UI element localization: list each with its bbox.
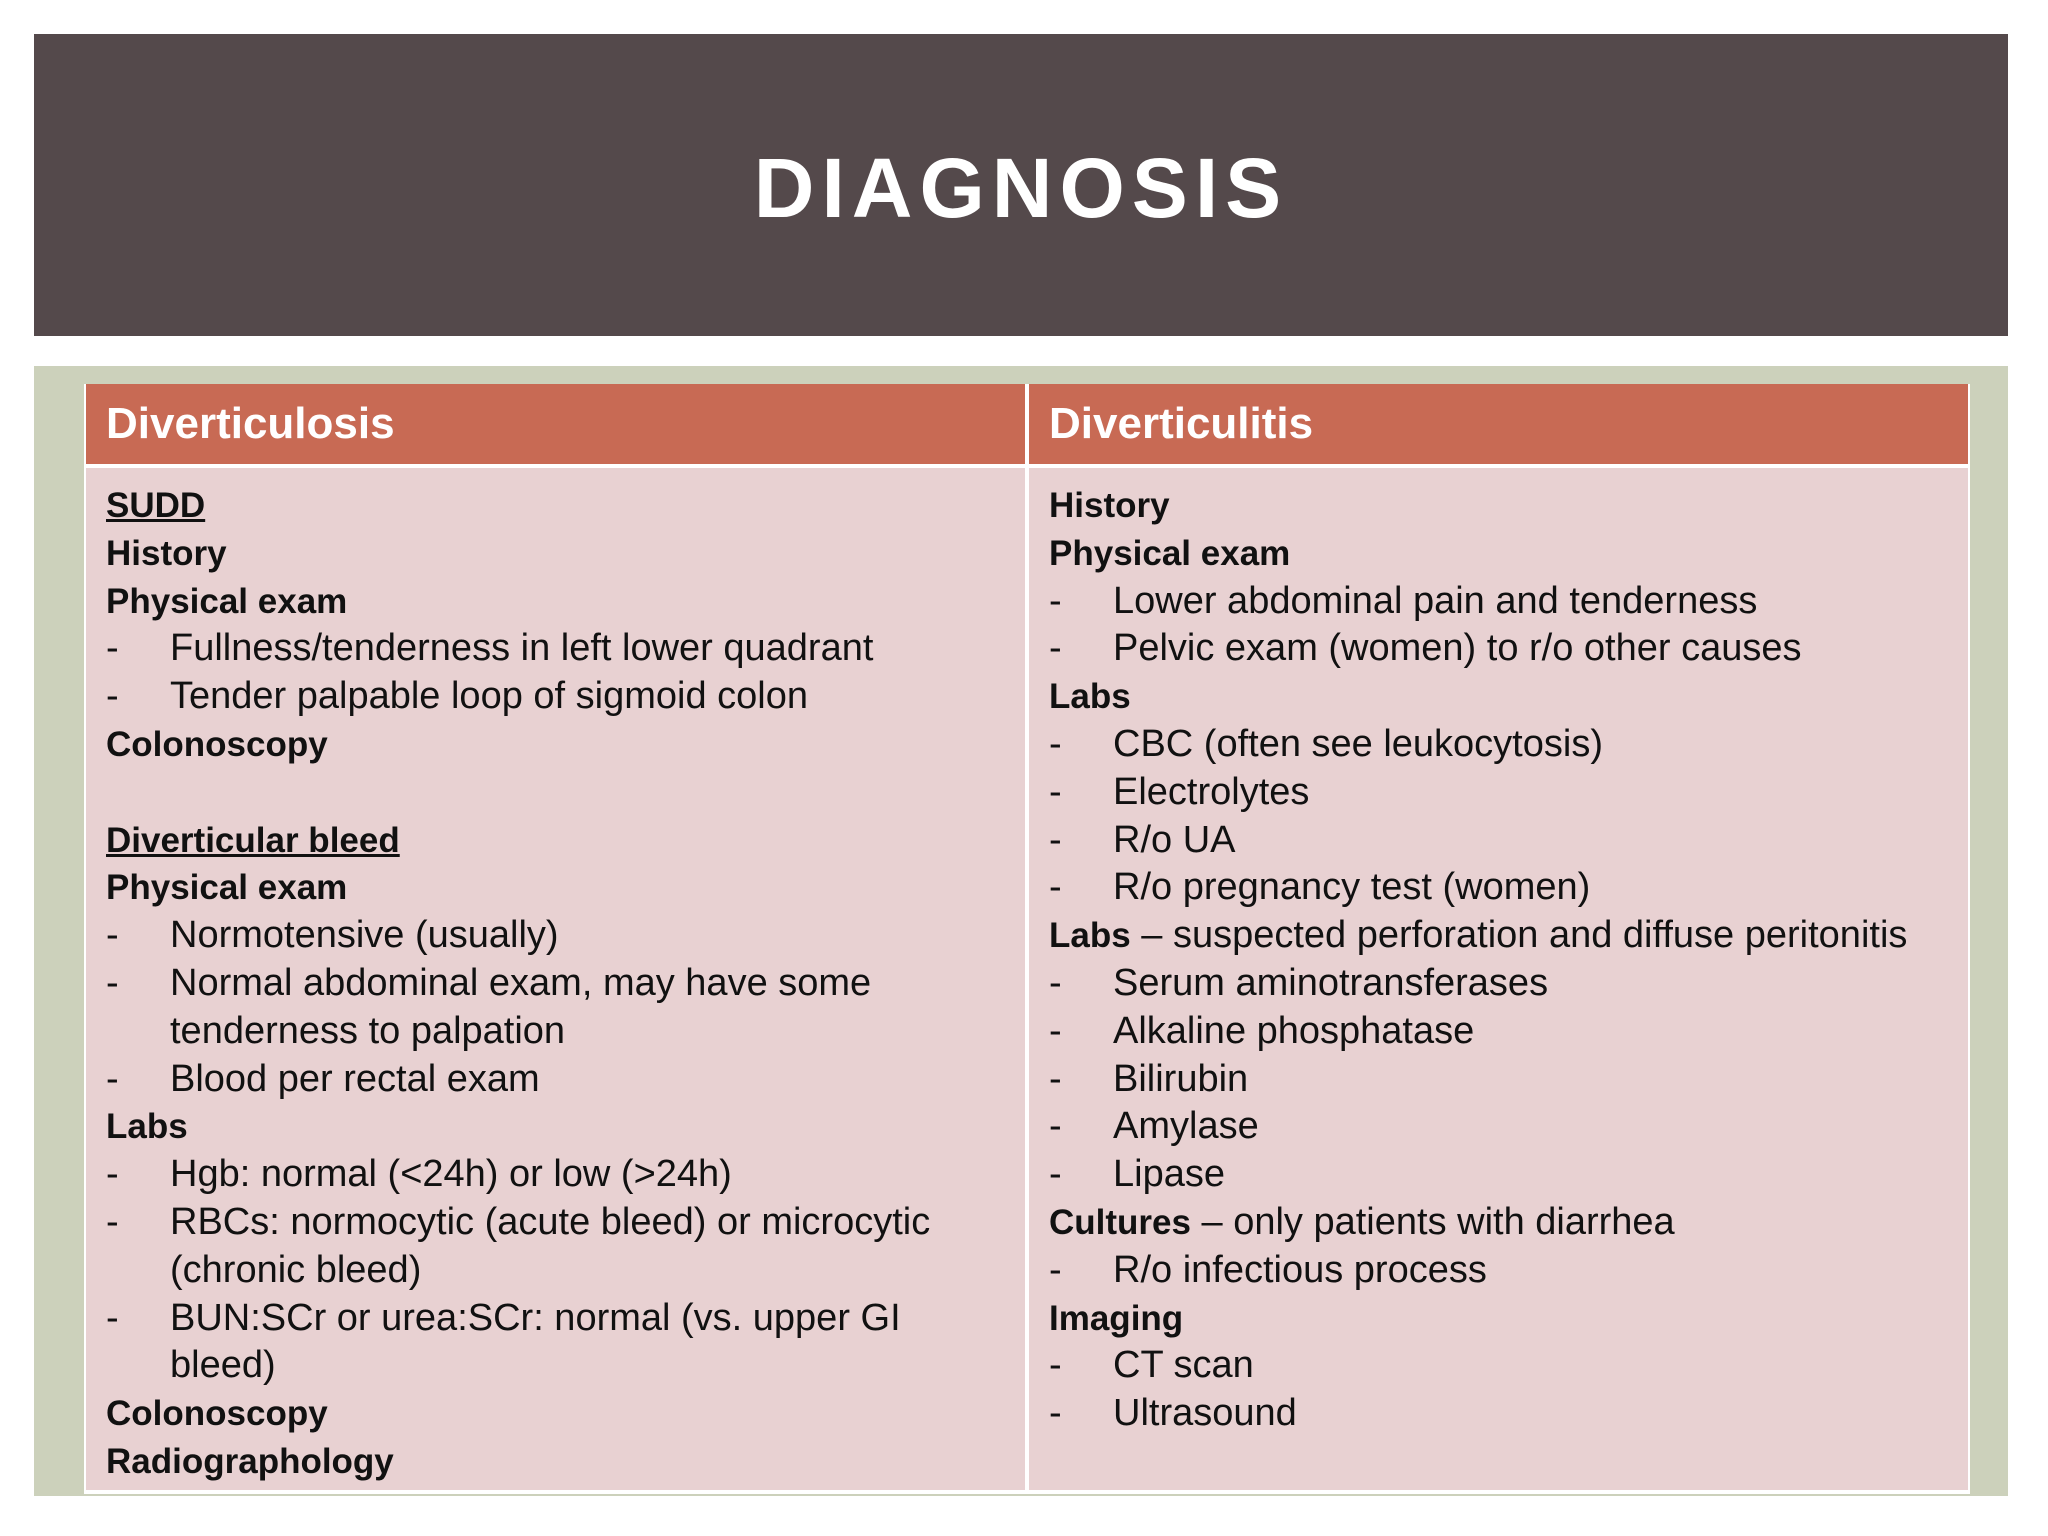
history-heading: History [106, 533, 227, 573]
list-item: - BUN:SCr or urea:SCr: normal (vs. upper GI bleed) [106, 1296, 901, 1387]
physical-exam-heading: Physical exam [106, 581, 348, 621]
cultures-heading: Cultures – only patients with diarrhea [1049, 1200, 1675, 1243]
physical-exam-heading: Physical exam [106, 868, 348, 908]
list-item: - Hgb: normal (<24h) or low (>24h) [106, 1153, 732, 1196]
slide-title: DIAGNOSIS [753, 140, 1289, 235]
list-item: - RBCs: normocytic (acute bleed) or microcytic (chronic bleed) [106, 1200, 931, 1291]
list-item: - Serum aminotransferases [1049, 961, 1549, 1004]
diverticular-bleed-heading: Diverticular bleed [106, 820, 400, 860]
list-item: - Blood per rectal exam [106, 1057, 540, 1100]
sudd-heading: SUDD [106, 486, 206, 525]
cell-diverticulitis [1029, 468, 1968, 1490]
header-diverticulitis: Diverticulitis [1029, 384, 1968, 464]
list-item: - Amylase [1049, 1105, 1259, 1148]
history-heading: History [1049, 486, 1170, 525]
list-item: - Electrolytes [1049, 770, 1310, 813]
colonoscopy-heading: Colonoscopy [106, 1394, 328, 1434]
title-band [34, 34, 2008, 336]
list-item: - R/o infectious process [1049, 1248, 1487, 1291]
list-item: - Fullness/tenderness in left lower quadrant [106, 627, 874, 670]
labs-perforation-heading: Labs – suspected perforation and diffuse peritonitis [1049, 914, 1908, 957]
list-item: - Lipase [1049, 1153, 1225, 1196]
list-item: - Tender palpable loop of sigmoid colon [106, 675, 808, 718]
comparison-table [84, 384, 1970, 1494]
list-item: - Normal abdominal exam, may have some tenderness to palpation [106, 961, 872, 1052]
list-item: - R/o pregnancy test (women) [1049, 866, 1591, 909]
labs-heading: Labs [106, 1107, 188, 1147]
radiography-heading: Radiographology [106, 1441, 394, 1481]
physical-exam-heading: Physical exam [1049, 533, 1291, 573]
list-item: - Bilirubin [1049, 1057, 1249, 1100]
colonoscopy-heading: Colonoscopy [106, 724, 328, 764]
list-item: - Lower abdominal pain and tenderness [1049, 579, 1758, 622]
list-item: - CT scan [1049, 1344, 1254, 1387]
header-diverticulosis: Diverticulosis [86, 384, 1025, 464]
cell-diverticulosis [86, 468, 1025, 1490]
labs-heading: Labs [1049, 677, 1131, 717]
list-item: - Normotensive (usually) [106, 914, 559, 957]
list-item: - R/o UA [1049, 818, 1236, 861]
list-item: - Alkaline phosphatase [1049, 1009, 1475, 1052]
imaging-heading: Imaging [1049, 1298, 1184, 1338]
list-item: - Pelvic exam (women) to r/o other causes [1049, 627, 1802, 670]
list-item: - CBC (often see leukocytosis) [1049, 722, 1603, 765]
list-item: - Ultrasound [1049, 1392, 1297, 1435]
